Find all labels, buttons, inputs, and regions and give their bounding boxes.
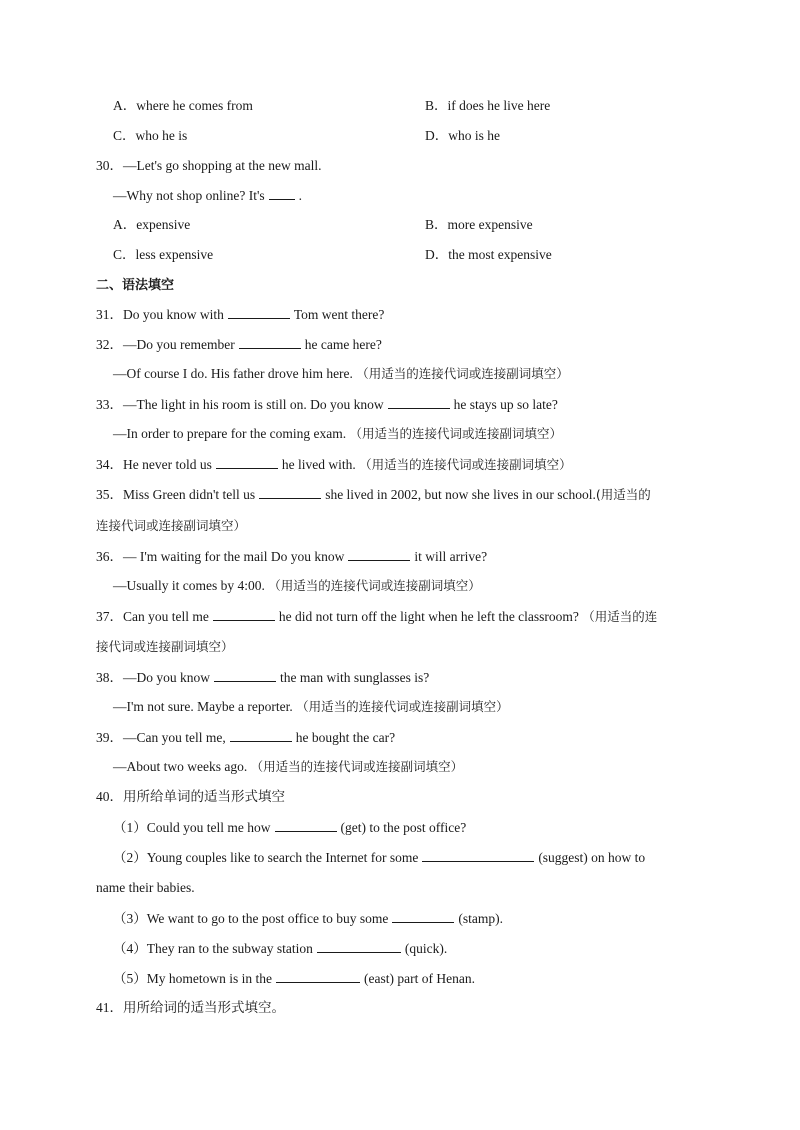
q40-s2: （2）Young couples like to search the Internet for some (suggest) on how to [113,850,646,865]
q30-option-d: D．the most expensive [425,247,552,262]
q35: 35．Miss Green didn't tell us she lived in 2002, but now she lives in our school.(用适当的 [96,487,651,502]
q40-s5: （5）My hometown is in the (east) part of Henan. [113,971,475,986]
q31: 31．Do you know with Tom went there? [96,307,385,322]
q30-option-c: C．less expensive [113,247,214,262]
q32-reply: —Of course I do. His father drove him here. （用适当的连接代词或连接副词填空） [113,366,569,381]
answer-blank[interactable] [276,969,360,983]
q39-reply: —About two weeks ago. （用适当的连接代词或连接副词填空） [113,759,464,774]
q30-prompt-reply: —Why not shop online? It's . [113,188,303,203]
answer-blank[interactable] [269,186,295,200]
q32: 32．—Do you remember he came here? [96,337,382,352]
answer-blank[interactable] [259,485,321,499]
q41-title: 41．用所给词的适当形式填空。 [96,1000,285,1015]
q29-option-d: D．who is he [425,128,500,143]
answer-blank[interactable] [228,305,290,319]
q29-option-b: B．if does he live here [425,98,551,113]
q30-option-a: A．expensive [113,217,191,232]
q40-s3: （3）We want to go to the post office to buy some (stamp). [113,911,503,926]
q29-option-c: C．who he is [113,128,188,143]
answer-blank[interactable] [275,818,337,832]
answer-blank[interactable] [317,939,401,953]
answer-blank[interactable] [348,547,410,561]
answer-blank[interactable] [230,728,292,742]
answer-blank[interactable] [422,848,534,862]
q38-reply: —I'm not sure. Maybe a reporter. （用适当的连接代词或连接副词填空） [113,699,509,714]
q33: 33．—The light in his room is still on. Do you know he stays up so late? [96,397,558,412]
q29-option-a: A．where he comes from [113,98,253,113]
answer-blank[interactable] [214,668,276,682]
q37-cont: 接代词或连接副词填空） [96,639,234,654]
section-title: 二、语法填空 [96,278,175,293]
q40-s2-cont: name their babies. [96,880,195,895]
q40-title: 40．用所给单词的适当形式填空 [96,789,285,804]
answer-blank[interactable] [392,909,454,923]
q33-reply: —In order to prepare for the coming exam. （用适当的连接代词或连接副词填空） [113,426,563,441]
answer-blank[interactable] [216,455,278,469]
q36: 36．— I'm waiting for the mail Do you know it will arrive? [96,549,488,564]
answer-blank[interactable] [213,607,275,621]
q40-s4: （4）They ran to the subway station (quick). [113,941,448,956]
answer-blank[interactable] [239,335,301,349]
answer-blank[interactable] [388,395,450,409]
q40-s1: （1）Could you tell me how (get) to the post office? [113,820,467,835]
q30-option-b: B．more expensive [425,217,533,232]
q38: 38．—Do you know the man with sunglasses is? [96,670,430,685]
q36-reply: —Usually it comes by 4:00. （用适当的连接代词或连接副词填空） [113,578,481,593]
q34: 34．He never told us he lived with. （用适当的连接代词或连接副词填空） [96,457,572,472]
q39: 39．—Can you tell me, he bought the car? [96,730,396,745]
q35-cont: 连接代词或连接副词填空） [96,518,247,533]
q37: 37．Can you tell me he did not turn off the light when he left the classroom? （用适当的连 [96,609,658,624]
q30-prompt: 30．—Let's go shopping at the new mall. [96,158,322,173]
